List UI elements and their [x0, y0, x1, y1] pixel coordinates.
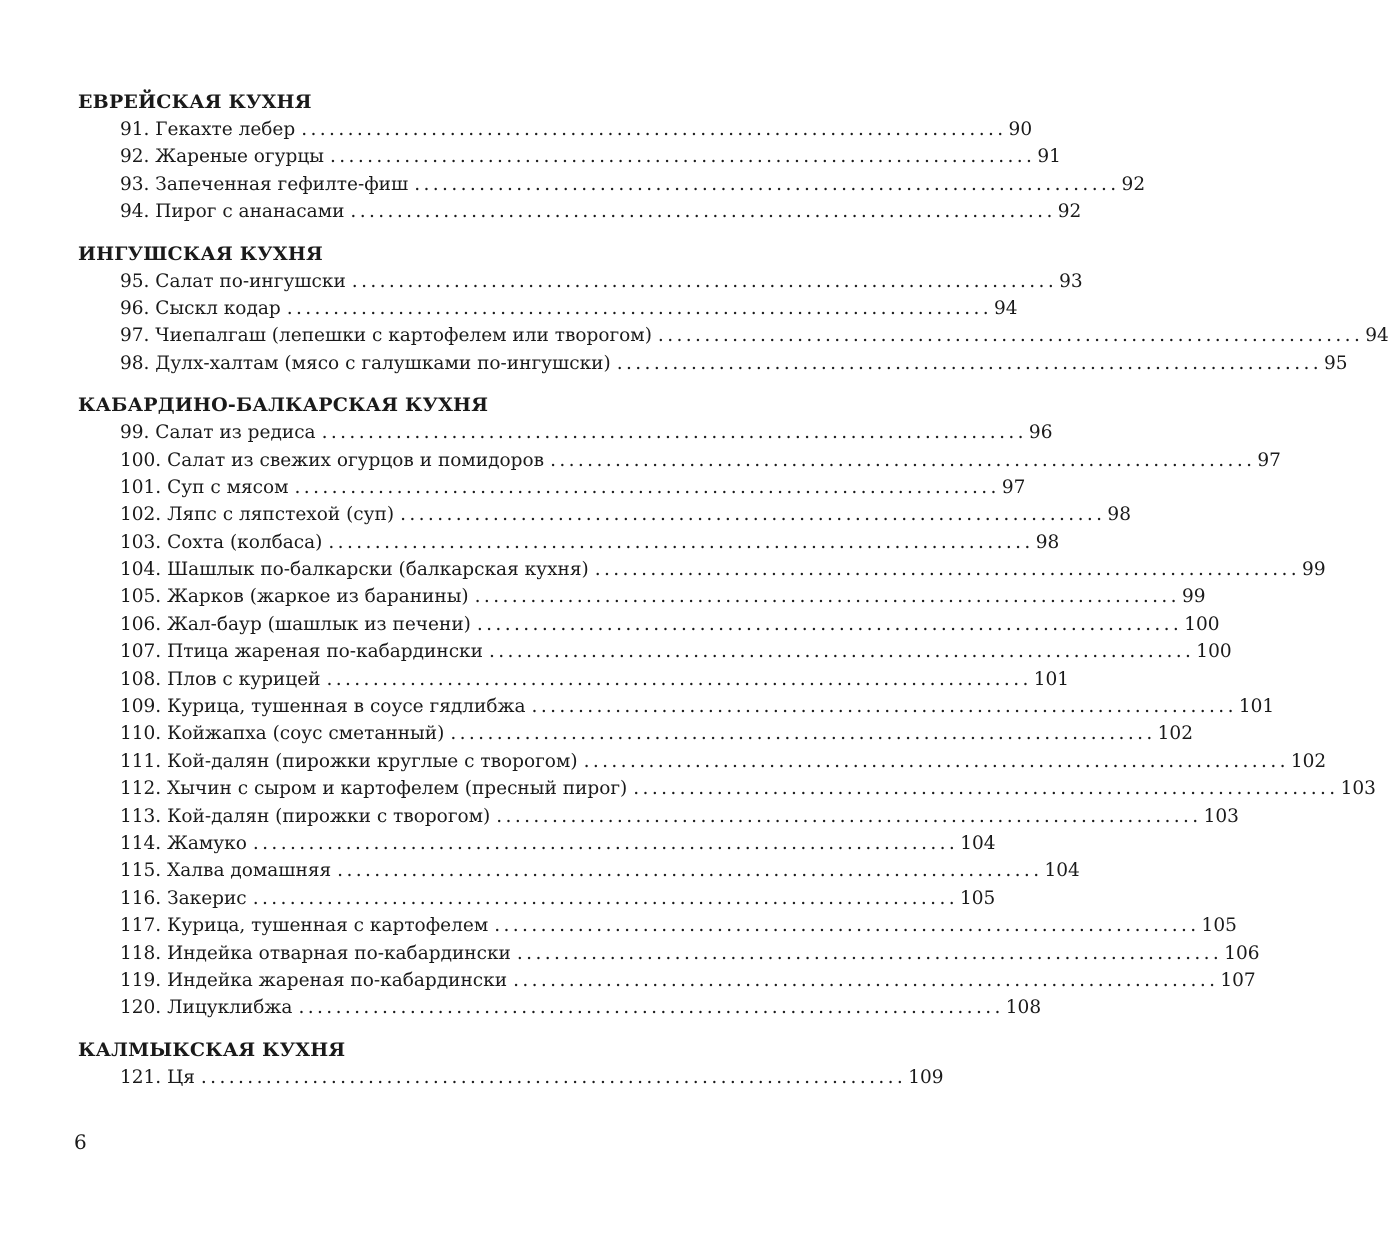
table-of-contents — [78, 88, 1389, 1105]
dot-leader: ............................................................................ — [286, 297, 993, 319]
toc-entry — [78, 143, 1061, 170]
entry-page-number: 101 — [1238, 696, 1275, 718]
toc-entry — [78, 830, 996, 857]
toc-entry — [78, 419, 1053, 446]
toc-section — [78, 88, 1146, 226]
toc-entry — [78, 775, 1376, 802]
entry-title: 115. Халва домашняя — [120, 860, 332, 882]
toc-entry — [78, 295, 1018, 322]
entry-page-number: 108 — [1005, 997, 1042, 1019]
toc-entry — [78, 198, 1082, 225]
toc-entry — [78, 268, 1083, 295]
entry-page-number: 96 — [1028, 422, 1053, 444]
section-title: ЕВРЕЙСКАЯ КУХНЯ — [78, 91, 312, 113]
entry-page-number: 94 — [1365, 325, 1389, 347]
entry-page-number: 98 — [1035, 531, 1060, 553]
toc-entry — [78, 1064, 944, 1091]
entry-page-number: 104 — [1044, 860, 1080, 882]
entry-page-number: 91 — [1037, 146, 1061, 168]
toc-section — [78, 1036, 944, 1091]
entry-title: 100. Салат из свежих огурцов и помидоров — [120, 449, 545, 471]
toc-entry — [78, 748, 1327, 775]
dot-leader: ............................................................................ — [531, 696, 1237, 718]
entry-title: 109. Курица, тушенная в соусе гядлибжа — [120, 696, 526, 718]
toc-entry — [78, 501, 1131, 528]
entry-title: 104. Шашлык по-балкарски (балкарская кухня) — [120, 559, 589, 581]
entry-title: 112. Хычин с сыром и картофелем (пресный пирог) — [120, 778, 628, 800]
toc-section — [78, 240, 1389, 378]
entry-page-number: 106 — [1224, 942, 1260, 964]
toc-entry — [78, 116, 1033, 143]
section-title: ИНГУШСКАЯ КУХНЯ — [78, 242, 323, 265]
dot-leader: ............................................................................ — [414, 173, 1120, 195]
entry-page-number: 100 — [1196, 641, 1232, 663]
dot-leader: ............................................................................ — [298, 997, 1004, 1019]
entry-title: 95. Салат по-ингушски — [120, 270, 346, 292]
dot-leader: ............................................................................ — [657, 325, 1364, 347]
dot-leader: ............................................................................ — [488, 641, 1195, 663]
entry-page-number: 95 — [1324, 352, 1348, 374]
entry-page-number: 102 — [1157, 723, 1193, 745]
toc-entry — [78, 611, 1220, 638]
entry-title: 103. Сохта (колбаса) — [120, 531, 323, 553]
entry-title: 113. Кой-далян (пирожки с творогом) — [120, 805, 491, 827]
entry-title: 98. Дулх-халтам (мясо с галушками по-ингушски) — [120, 352, 611, 374]
entry-title: 106. Жал-баур (шашлык из печени) — [120, 613, 471, 635]
dot-leader: ............................................................................ — [350, 201, 1056, 223]
entry-page-number: 101 — [1033, 668, 1070, 690]
toc-entry — [78, 666, 1070, 693]
section-title: КАБАРДИНО-БАЛКАРСКАЯ КУХНЯ — [78, 394, 489, 417]
entry-title: 105. Жарков (жаркое из баранины) — [120, 586, 469, 608]
toc-entry — [78, 994, 1042, 1021]
entry-page-number: 93 — [1059, 270, 1083, 292]
entry-title: 96. Сыскл кодар — [120, 297, 281, 319]
entry-page-number: 97 — [1001, 476, 1026, 498]
toc-entry — [78, 171, 1146, 198]
toc-section — [78, 391, 1376, 1022]
dot-leader: ............................................................................ — [616, 352, 1323, 374]
entry-page-number: 99 — [1181, 586, 1206, 608]
entry-page-number: 98 — [1107, 504, 1131, 526]
toc-entry — [78, 940, 1260, 967]
entry-title: 117. Курица, тушенная с картофелем — [120, 915, 489, 937]
entry-page-number: 90 — [1008, 119, 1033, 140]
toc-entry — [78, 857, 1080, 884]
entry-page-number: 103 — [1203, 805, 1239, 827]
toc-entry — [78, 693, 1275, 720]
dot-leader: ............................................................................ — [252, 887, 959, 909]
entry-page-number: 103 — [1340, 778, 1376, 800]
entry-page-number: 99 — [1302, 559, 1326, 581]
dot-leader: ............................................................................ — [337, 860, 1043, 882]
dot-leader: ............................................................................ — [400, 504, 1106, 526]
entry-title: 121. Ця — [120, 1066, 195, 1088]
entry-title: 110. Койжапха (соус сметанный) — [120, 723, 445, 745]
entry-title: 97. Чиепалгаш (лепешки с картофелем или творогом) — [120, 325, 652, 347]
dot-leader: ............................................................................ — [516, 942, 1223, 964]
toc-entry — [78, 638, 1232, 665]
entry-page-number: 105 — [1201, 915, 1237, 937]
dot-leader: ............................................................................ — [329, 146, 1036, 168]
toc-entry — [78, 447, 1281, 474]
dot-leader: ............................................................................ — [583, 750, 1289, 772]
dot-leader: ............................................................................ — [594, 559, 1301, 581]
entry-page-number: 105 — [960, 887, 996, 909]
entry-page-number: 94 — [994, 297, 1018, 319]
entry-title: 91. Гекахте лебер — [120, 119, 296, 140]
dot-leader: ............................................................................ — [450, 723, 1156, 745]
dot-leader: ............................................................................ — [550, 449, 1256, 471]
entry-title: 108. Плов с курицей — [120, 668, 321, 690]
toc-entry — [78, 529, 1060, 556]
dot-leader: ............................................................................ — [496, 805, 1202, 827]
entry-page-number: 102 — [1290, 750, 1327, 772]
entry-title: 116. Закерис — [120, 887, 247, 909]
dot-leader: ............................................................................ — [252, 832, 959, 854]
dot-leader: ............................................................................ — [513, 969, 1219, 991]
entry-title: 111. Кой-далян (пирожки круглые с творогом) — [120, 750, 578, 772]
entry-page-number: 92 — [1121, 173, 1146, 195]
dot-leader: ............................................................................ — [476, 613, 1183, 635]
dot-leader: ............................................................................ — [321, 422, 1027, 444]
dot-leader: ............................................................................ — [351, 270, 1058, 292]
toc-entry — [78, 967, 1256, 994]
toc-entry — [78, 803, 1239, 830]
entry-title: 120. Лицуклибжа — [120, 997, 293, 1019]
dot-leader: ............................................................................ — [494, 915, 1200, 937]
entry-title: 101. Суп с мясом — [120, 476, 289, 498]
entry-title: 118. Индейка отварная по-кабардински — [120, 942, 511, 964]
entry-page-number: 92 — [1057, 201, 1082, 223]
toc-entry — [78, 556, 1326, 583]
dot-leader: ............................................................................ — [633, 778, 1339, 800]
entry-title: 93. Запеченная гефилте-фиш — [120, 173, 409, 195]
toc-entry — [78, 350, 1348, 377]
dot-leader: ............................................................................ — [326, 668, 1032, 690]
dot-leader: ............................................................................ — [474, 586, 1180, 608]
toc-entry — [78, 322, 1389, 349]
entry-title: 107. Птица жареная по-кабардински — [120, 641, 483, 663]
dot-leader: ............................................................................ — [294, 476, 1000, 498]
toc-entry — [78, 720, 1193, 747]
toc-entry — [78, 583, 1206, 610]
dot-leader: ............................................................................ — [328, 531, 1034, 553]
toc-entry — [78, 912, 1237, 939]
page-number: 6 — [74, 1130, 87, 1154]
entry-title: 94. Пирог с ананасами — [120, 201, 345, 223]
entry-page-number: 107 — [1220, 969, 1256, 991]
toc-entry — [78, 474, 1026, 501]
entry-title: 119. Индейка жареная по-кабардински — [120, 969, 508, 991]
entry-page-number: 109 — [908, 1066, 944, 1088]
entry-title: 99. Салат из редиса — [120, 422, 316, 444]
dot-leader: ............................................................................ — [301, 119, 1007, 140]
dot-leader: ............................................................................ — [200, 1066, 907, 1088]
entry-page-number: 100 — [1184, 613, 1220, 635]
entry-title: 92. Жареные огурцы — [120, 146, 324, 168]
entry-page-number: 97 — [1257, 449, 1281, 471]
entry-title: 114. Жамуко — [120, 832, 247, 854]
section-title: КАЛМЫКСКАЯ КУХНЯ — [78, 1038, 346, 1061]
entry-title: 102. Ляпс с ляпстехой (суп) — [120, 504, 395, 526]
toc-entry — [78, 885, 996, 912]
entry-page-number: 104 — [960, 832, 996, 854]
